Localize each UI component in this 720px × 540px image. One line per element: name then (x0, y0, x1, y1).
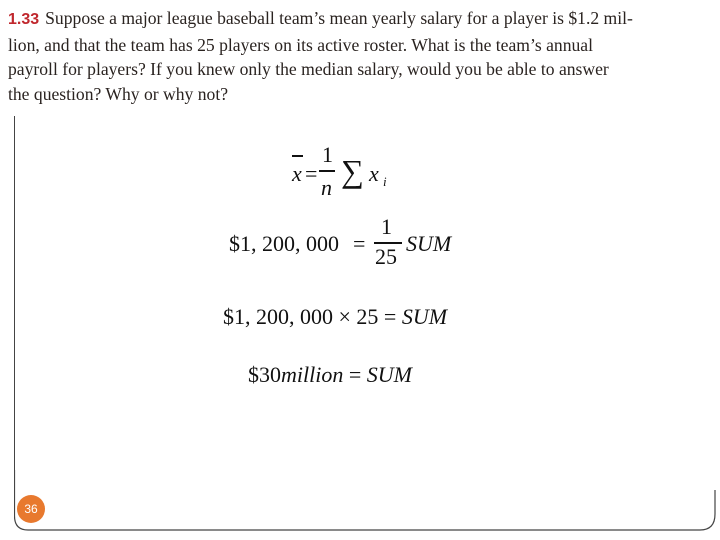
slide-number-badge: 36 (17, 495, 45, 523)
equals-sign: = (305, 161, 318, 186)
eq3-times: × 25 = (333, 304, 402, 329)
slide-frame-left (14, 116, 15, 508)
equation-result (248, 362, 412, 388)
problem-line-2: lion, and that the team has 25 players on its active roster. What is the team’s annual (8, 34, 593, 55)
problem-line-3: payroll for players? If you knew only the median salary, would you be able to answer (8, 59, 609, 79)
equation-salary-times (223, 304, 447, 330)
eq4-equals: = (343, 362, 367, 387)
equation-salary-fraction (229, 214, 469, 278)
fraction-denominator: n (321, 175, 332, 200)
eq2-rhs: SUM (406, 231, 452, 256)
problem-text (8, 6, 714, 106)
eq2-lhs: $1, 200, 000 (229, 231, 339, 256)
eq2-numerator: 1 (381, 214, 392, 239)
eq3-rhs: SUM (401, 304, 448, 329)
eq4-rhs: SUM (366, 362, 412, 387)
xbar-overline (292, 155, 303, 157)
x-variable: x (369, 161, 379, 186)
problem-line-1-text: Suppose a major league baseball team’s mean yearly salary for a player is $1.2 mil- (45, 8, 633, 28)
mean-formula (289, 143, 419, 205)
eq3-lhs: $1, 200, 000 (223, 304, 333, 329)
eq2-equals: = (353, 231, 366, 256)
eq4-million: million (281, 362, 344, 387)
problem-line-1 (8, 6, 714, 33)
summation-symbol: ∑ (341, 153, 364, 189)
fraction-bar (319, 170, 335, 172)
problem-number: 1.33 (8, 11, 40, 28)
eq2-denominator: 25 (375, 244, 397, 269)
slide-frame-bottom (14, 470, 716, 532)
subscript-i: i (383, 174, 387, 189)
problem-line-4: the question? Why or why not? (8, 83, 229, 104)
xbar-symbol: x (292, 161, 302, 186)
fraction-numerator: 1 (322, 142, 333, 167)
eq4-lhs: $30 (248, 362, 281, 387)
